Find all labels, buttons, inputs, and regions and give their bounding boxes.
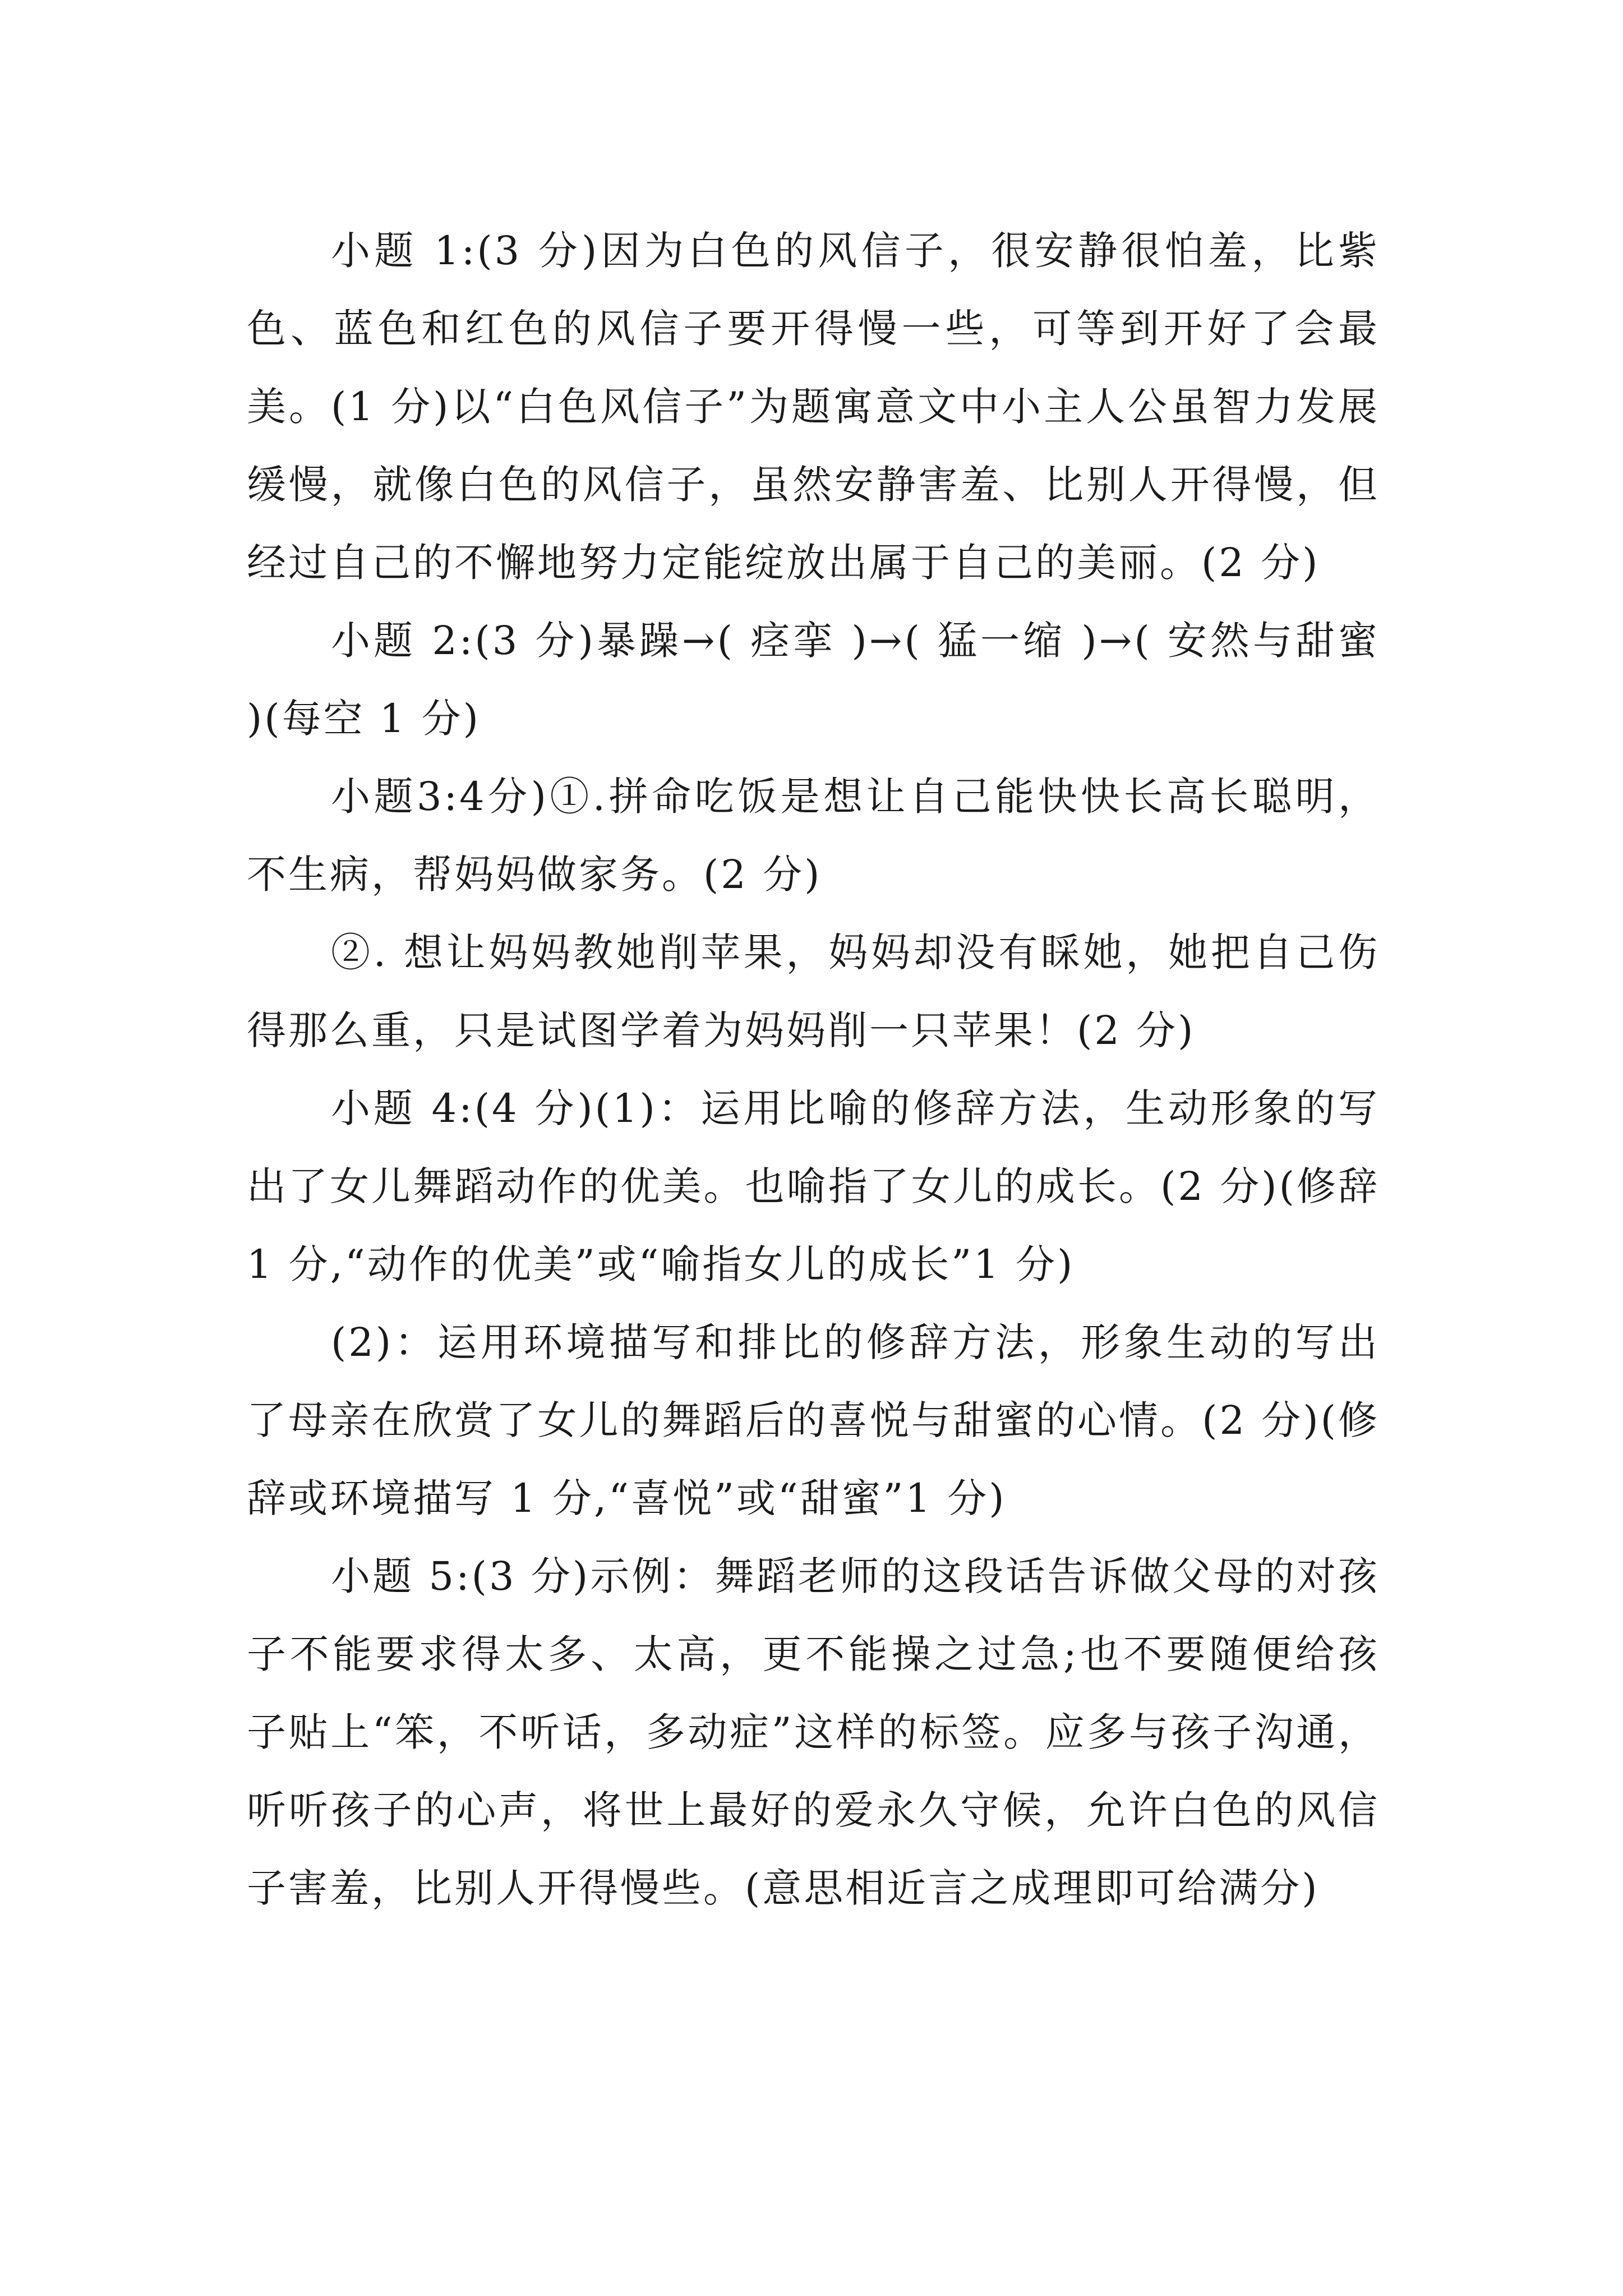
- answer-text-block: [247, 212, 1380, 1927]
- answer-paragraph-q1: 小题 1:(3 分)因为白色的风信子，很安静很怕羞，比紫色、蓝色和红色的风信子要开得慢一些，可等到开好了会最美。(1 分)以“白色风信子”为题寓意文中小主人公虽智力发展缓慢，就像白色的风信子，虽然安静害羞、比别人开得慢，但经过自己的不懈地努力定能绽放出属于自己的美丽。(2 分): [247, 228, 1380, 586]
- answer-paragraph-q4-part2: (2)：运用环境描写和排比的修辞方法，形象生动的写出了母亲在欣赏了女儿的舞蹈后的喜悦与甜蜜的心情。(2 分)(修辞或环境描写 1 分,“喜悦”或“甜蜜”1 分): [247, 1319, 1380, 1521]
- answer-paragraph-q5: 小题 5:(3 分)示例：舞蹈老师的这段话告诉做父母的对孩子不能要求得太多、太高，更不能操之过急;也不要随便给孩子贴上“笨，不听话，多动症”这样的标签。应多与孩子沟通，听听孩子的心声，将世上最好的爱永久守候，允许白色的风信子害羞，比别人开得慢些。(意思相近言之成理即可给满分): [247, 1553, 1380, 1911]
- answer-paragraph-q4-part1: 小题 4:(4 分)(1)：运用比喻的修辞方法，生动形象的写出了女儿舞蹈动作的优美。也喻指了女儿的成长。(2 分)(修辞 1 分,“动作的优美”或“喻指女儿的成长”1 分): [247, 1085, 1380, 1287]
- answer-paragraph-q2: 小题 2:(3 分)暴躁→( 痉挛 )→( 猛一缩 )→( 安然与甜蜜 )(每空 1 分): [247, 618, 1380, 742]
- answer-paragraph-q3-part2: ②. 想让妈妈教她削苹果，妈妈却没有睬她，她把自己伤得那么重，只是试图学着为妈妈削一只苹果！(2 分): [247, 930, 1380, 1053]
- answer-paragraph-q3-part1: 小题3:4分)①.拼命吃饭是想让自己能快快长高长聪明，不生病，帮妈妈做家务。(2 分): [247, 774, 1380, 898]
